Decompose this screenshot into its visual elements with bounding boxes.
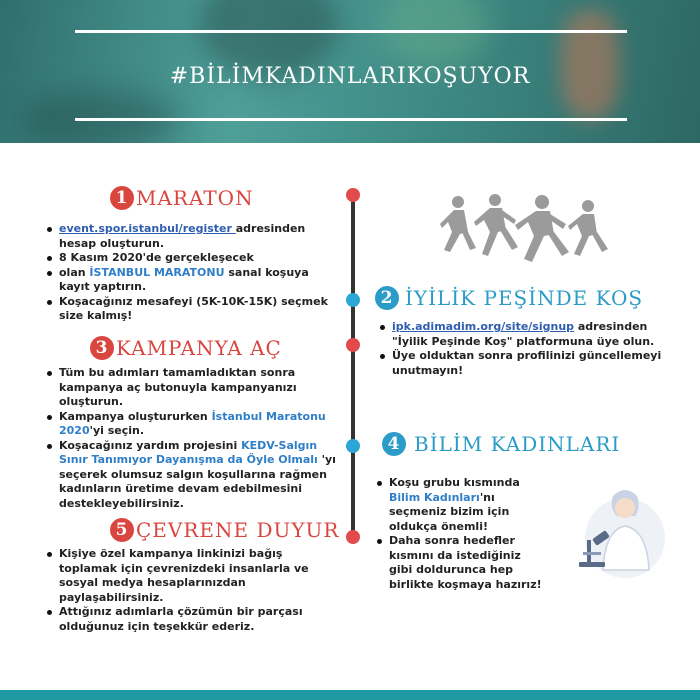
highlight-text: KEDV-Salgın Sınır Tanımıyor Dayanışma da Öyle Olmalı	[59, 438, 318, 466]
timeline-dot-2	[346, 293, 360, 307]
section-3-list	[45, 366, 340, 511]
list-item: ipk.adimadim.org/site/signup adresinden "İyilik Peşinde Koş" platformuna üye olun.	[378, 320, 678, 349]
highlight-text: İstanbul Maratonu 2020	[59, 409, 326, 437]
signup-link[interactable]: ipk.adimadim.org/site/signup	[392, 320, 575, 333]
timeline-dot-3	[346, 338, 360, 352]
section-title: MARATON	[136, 186, 254, 210]
section-4-list	[375, 476, 545, 592]
list-item: Attığınız adımlarla çözümün bir parçası olduğunuz için teşekkür ederiz.	[45, 605, 330, 634]
list-item: Koşacağınız yardım projesini KEDV-Salgın Sınır Tanımıyor Dayanışma da Öyle Olmalı 'yı seçerek olumsuz salgın koşullarına rağmen kadınların üretime devam edebilmesini destekleyebilirsiniz.	[45, 439, 340, 512]
section-title: BİLİM KADINLARI	[414, 432, 621, 456]
section-number-badge: 4	[382, 432, 406, 456]
timeline-dot-4	[346, 439, 360, 453]
section-title: İYİLİK PEŞİNDE KOŞ	[405, 286, 644, 310]
list-item: Kişiye özel kampanya linkinizi bağış toplamak için çevrenizdeki insanlarla ve sosyal medya hesaplarınızdan paylaşabilirsiniz.	[45, 547, 330, 605]
highlight-text: İSTANBUL MARATONU	[89, 265, 225, 279]
banner-divider-bottom	[75, 118, 627, 121]
section-number-badge: 1	[110, 186, 134, 210]
section-number-badge: 5	[110, 518, 134, 542]
section-title: KAMPANYA AÇ	[116, 336, 282, 360]
section-3-heading	[90, 336, 282, 360]
register-link[interactable]: event.spor.istanbul/register	[59, 222, 236, 235]
timeline-dot-5	[346, 530, 360, 544]
section-2-heading	[375, 286, 643, 310]
timeline-line	[351, 190, 355, 540]
section-title: ÇEVRENE DUYUR	[136, 518, 340, 542]
banner-photo-blur	[20, 90, 180, 143]
list-item: 8 Kasım 2020'de gerçekleşecek	[45, 251, 335, 266]
scientist-microscope-icon	[575, 478, 665, 578]
list-item: Koşacağınız mesafeyi (5K-10K-15K) seçmek size kalmış!	[45, 295, 335, 324]
list-item: event.spor.istanbul/register adresinden hesap oluşturun.	[45, 222, 335, 251]
section-5-list	[45, 547, 330, 634]
section-5-heading	[110, 518, 339, 542]
list-item: Tüm bu adımları tamamladıktan sonra kampanya aç butonuyla kampanyanızı oluşturun.	[45, 366, 340, 410]
banner-title: #BİLİMKADINLARIKOŞUYOR	[169, 64, 531, 89]
runners-icon	[440, 192, 610, 270]
list-item: olan İSTANBUL MARATONU sanal koşuya kayıt yaptırın.	[45, 266, 335, 295]
banner-divider-top	[75, 30, 627, 33]
section-1-heading	[110, 186, 254, 210]
section-1-list	[45, 222, 335, 324]
list-item: Koşu grubu kısmında Bilim Kadınları'nı seçmeniz bizim için oldukça önemli!	[375, 476, 545, 534]
banner-photo-blur	[380, 0, 490, 70]
timeline-dot-1	[346, 188, 360, 202]
header-banner	[0, 0, 700, 143]
section-number-badge: 2	[375, 286, 399, 310]
list-item: Kampanya oluştururken İstanbul Maratonu 2020'yi seçin.	[45, 410, 340, 439]
section-2-list	[378, 320, 678, 378]
section-4-heading	[382, 432, 620, 456]
list-item: Daha sonra hedefler kısmını da istediğiniz gibi doldurunca hep birlikte koşmaya hazırız!	[375, 534, 545, 592]
section-number-badge: 3	[90, 336, 114, 360]
highlight-text: Bilim Kadınları	[389, 490, 480, 504]
list-item: Üye olduktan sonra profilinizi güncellemeyi unutmayın!	[378, 349, 678, 378]
footer-bar	[0, 690, 700, 700]
